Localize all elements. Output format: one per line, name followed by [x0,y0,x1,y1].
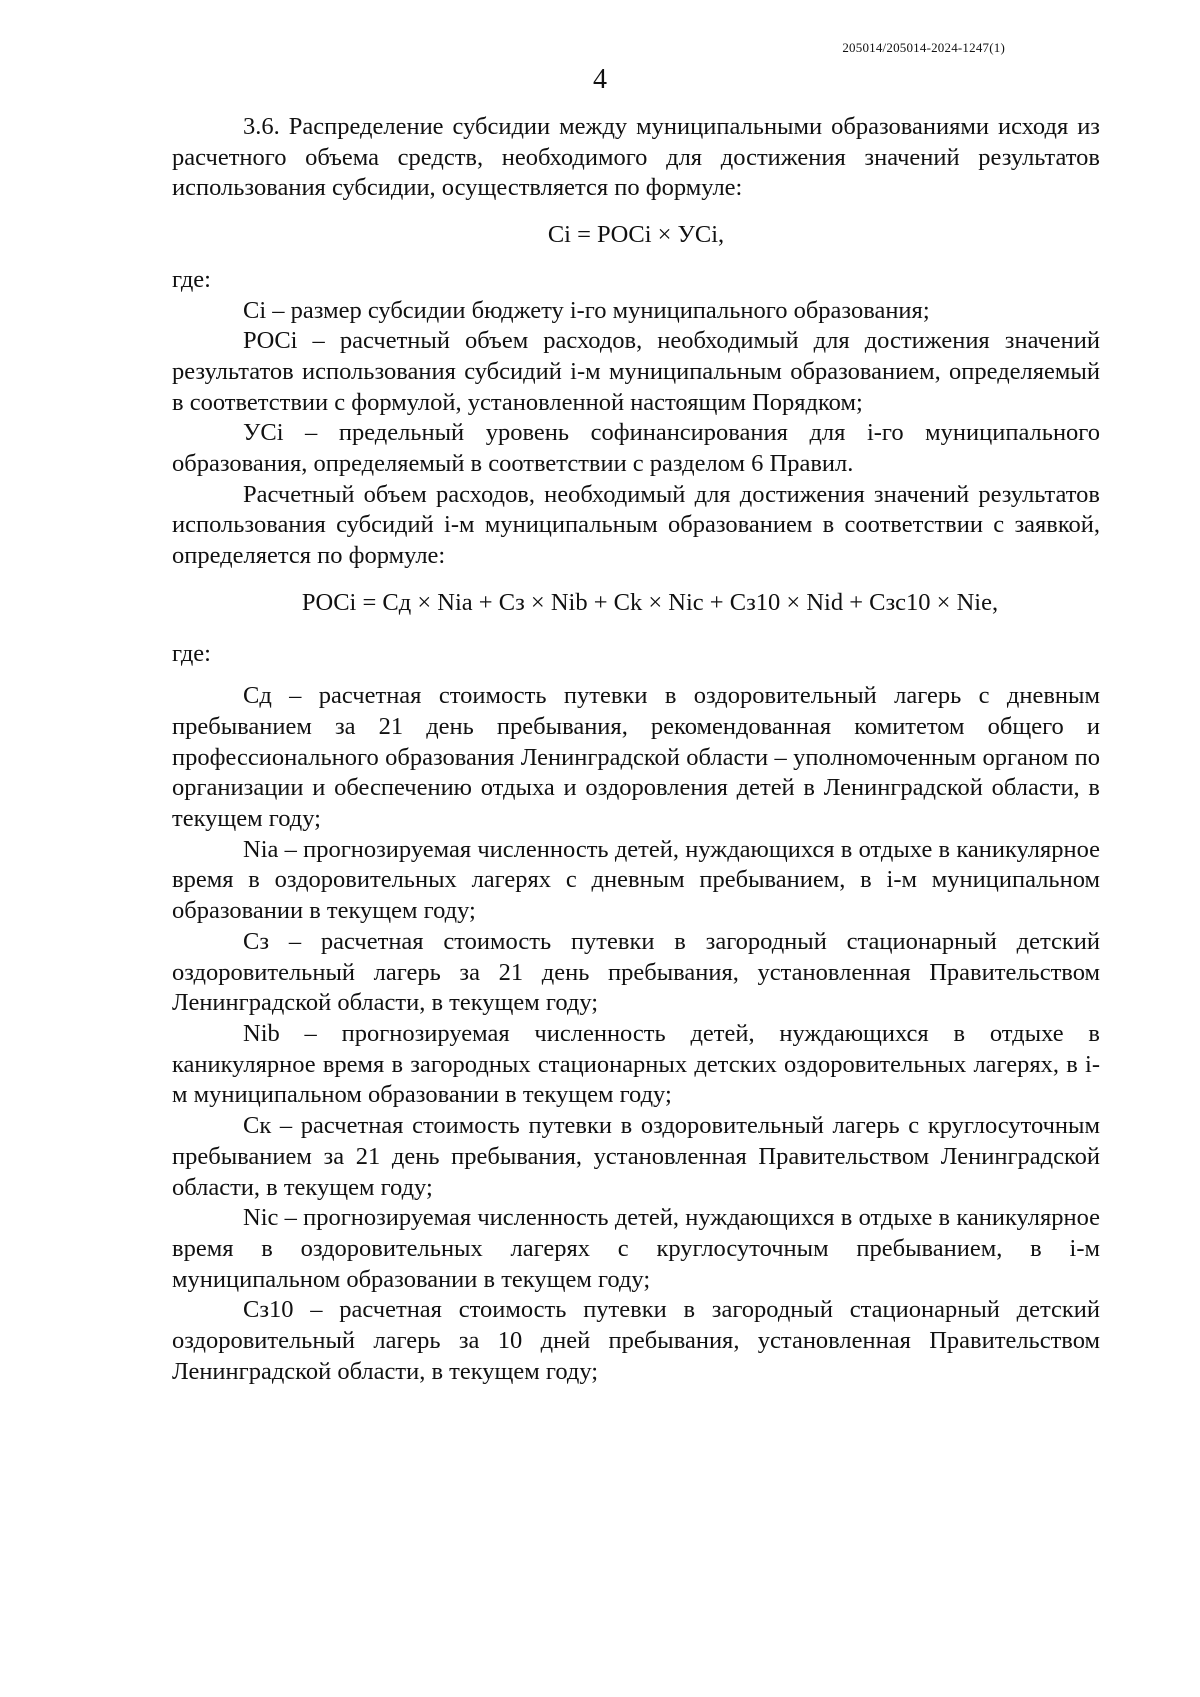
definition-cz10: Cз10 – расчетная стоимость путевки в загородный стационарный детский оздоровительный лагерь за 10 дней пребывания, установленная Правительством Ленинградской области, в текущем году; [172,1296,1100,1385]
document-body [172,112,1100,1387]
document-id: 205014/205014-2024-1247(1) [842,40,1005,55]
page-number: 4 [593,64,607,95]
formula-subsidy: Ci = POCi × УCi, [547,221,725,249]
definition-ck: Cк – расчетная стоимость путевки в оздоровительный лагерь с круглосуточным пребыванием за 21 день пребывания, установленная Правительством Ленинградской области, в текущем году; [172,1112,1100,1201]
definition-uci: УCi – предельный уровень софинансирования для i-го муниципального образования, определяемый в соответствии с разделом 6 Правил. [172,419,1100,478]
definition-cz: Cз – расчетная стоимость путевки в загородный стационарный детский оздоровительный лагерь за 21 день пребывания, установленная Правительством Ленинградской области, в текущем году; [172,927,1100,1017]
definition-nia: Nia – прогнозируемая численность детей, нуждающихся в отдыхе в каникулярное время в оздоровительных лагерях с дневным пребыванием, в i-м муниципальном образовании в текущем году; [172,835,1100,925]
definition-ci: Ci – размер субсидии бюджету i-го муниципального образования; [243,296,930,324]
paragraph-3-6: 3.6. Распределение субсидии между муниципальными образованиями исходя из расчетного объема средств, необходимого для достижения значений результатов использования субсидии, осуществляется по формуле: [172,113,1100,202]
definition-nic: Nic – прогнозируемая численность детей, нуждающихся в отдыхе в каникулярное время в оздоровительных лагерях с круглосуточным пребыванием, в i-м муниципальном образовании в текущем году; [172,1204,1100,1293]
formula-calculated-volume: POCi = Cд × Nia + Cз × Nib + Ck × Nic + Cз10 × Nid + Cзс10 × Nie, [301,588,999,616]
definition-nib: Nib – прогнозируемая численность детей, нуждающихся в отдыхе в каникулярное время в загородных стационарных детских оздоровительных лагерях, в i-м муниципальном образовании в текущем году; [172,1019,1100,1109]
paragraph-calculated-volume: Расчетный объем расходов, необходимый для достижения значений результатов использования субсидий i-м муниципальным образованием в соответствии с заявкой, определяется по формуле: [172,480,1100,570]
definition-poci: POCi – расчетный объем расходов, необходимый для достижения значений результатов использования субсидий i-м муниципальным образованием, определяемый в соответствии с формулой, установленной настоящим Порядком; [172,327,1100,416]
where-label-2: где: [172,639,211,667]
definition-cd: Cд – расчетная стоимость путевки в оздоровительный лагерь с дневным пребыванием за 21 день пребывания, рекомендованная комитетом общего и профессионального образования Ленинградской области – уполномоченным органом по организации и обеспечению отдыха и оздоровления детей в Ленинградской области, в текущем году; [172,682,1100,833]
where-label: где: [172,265,211,293]
